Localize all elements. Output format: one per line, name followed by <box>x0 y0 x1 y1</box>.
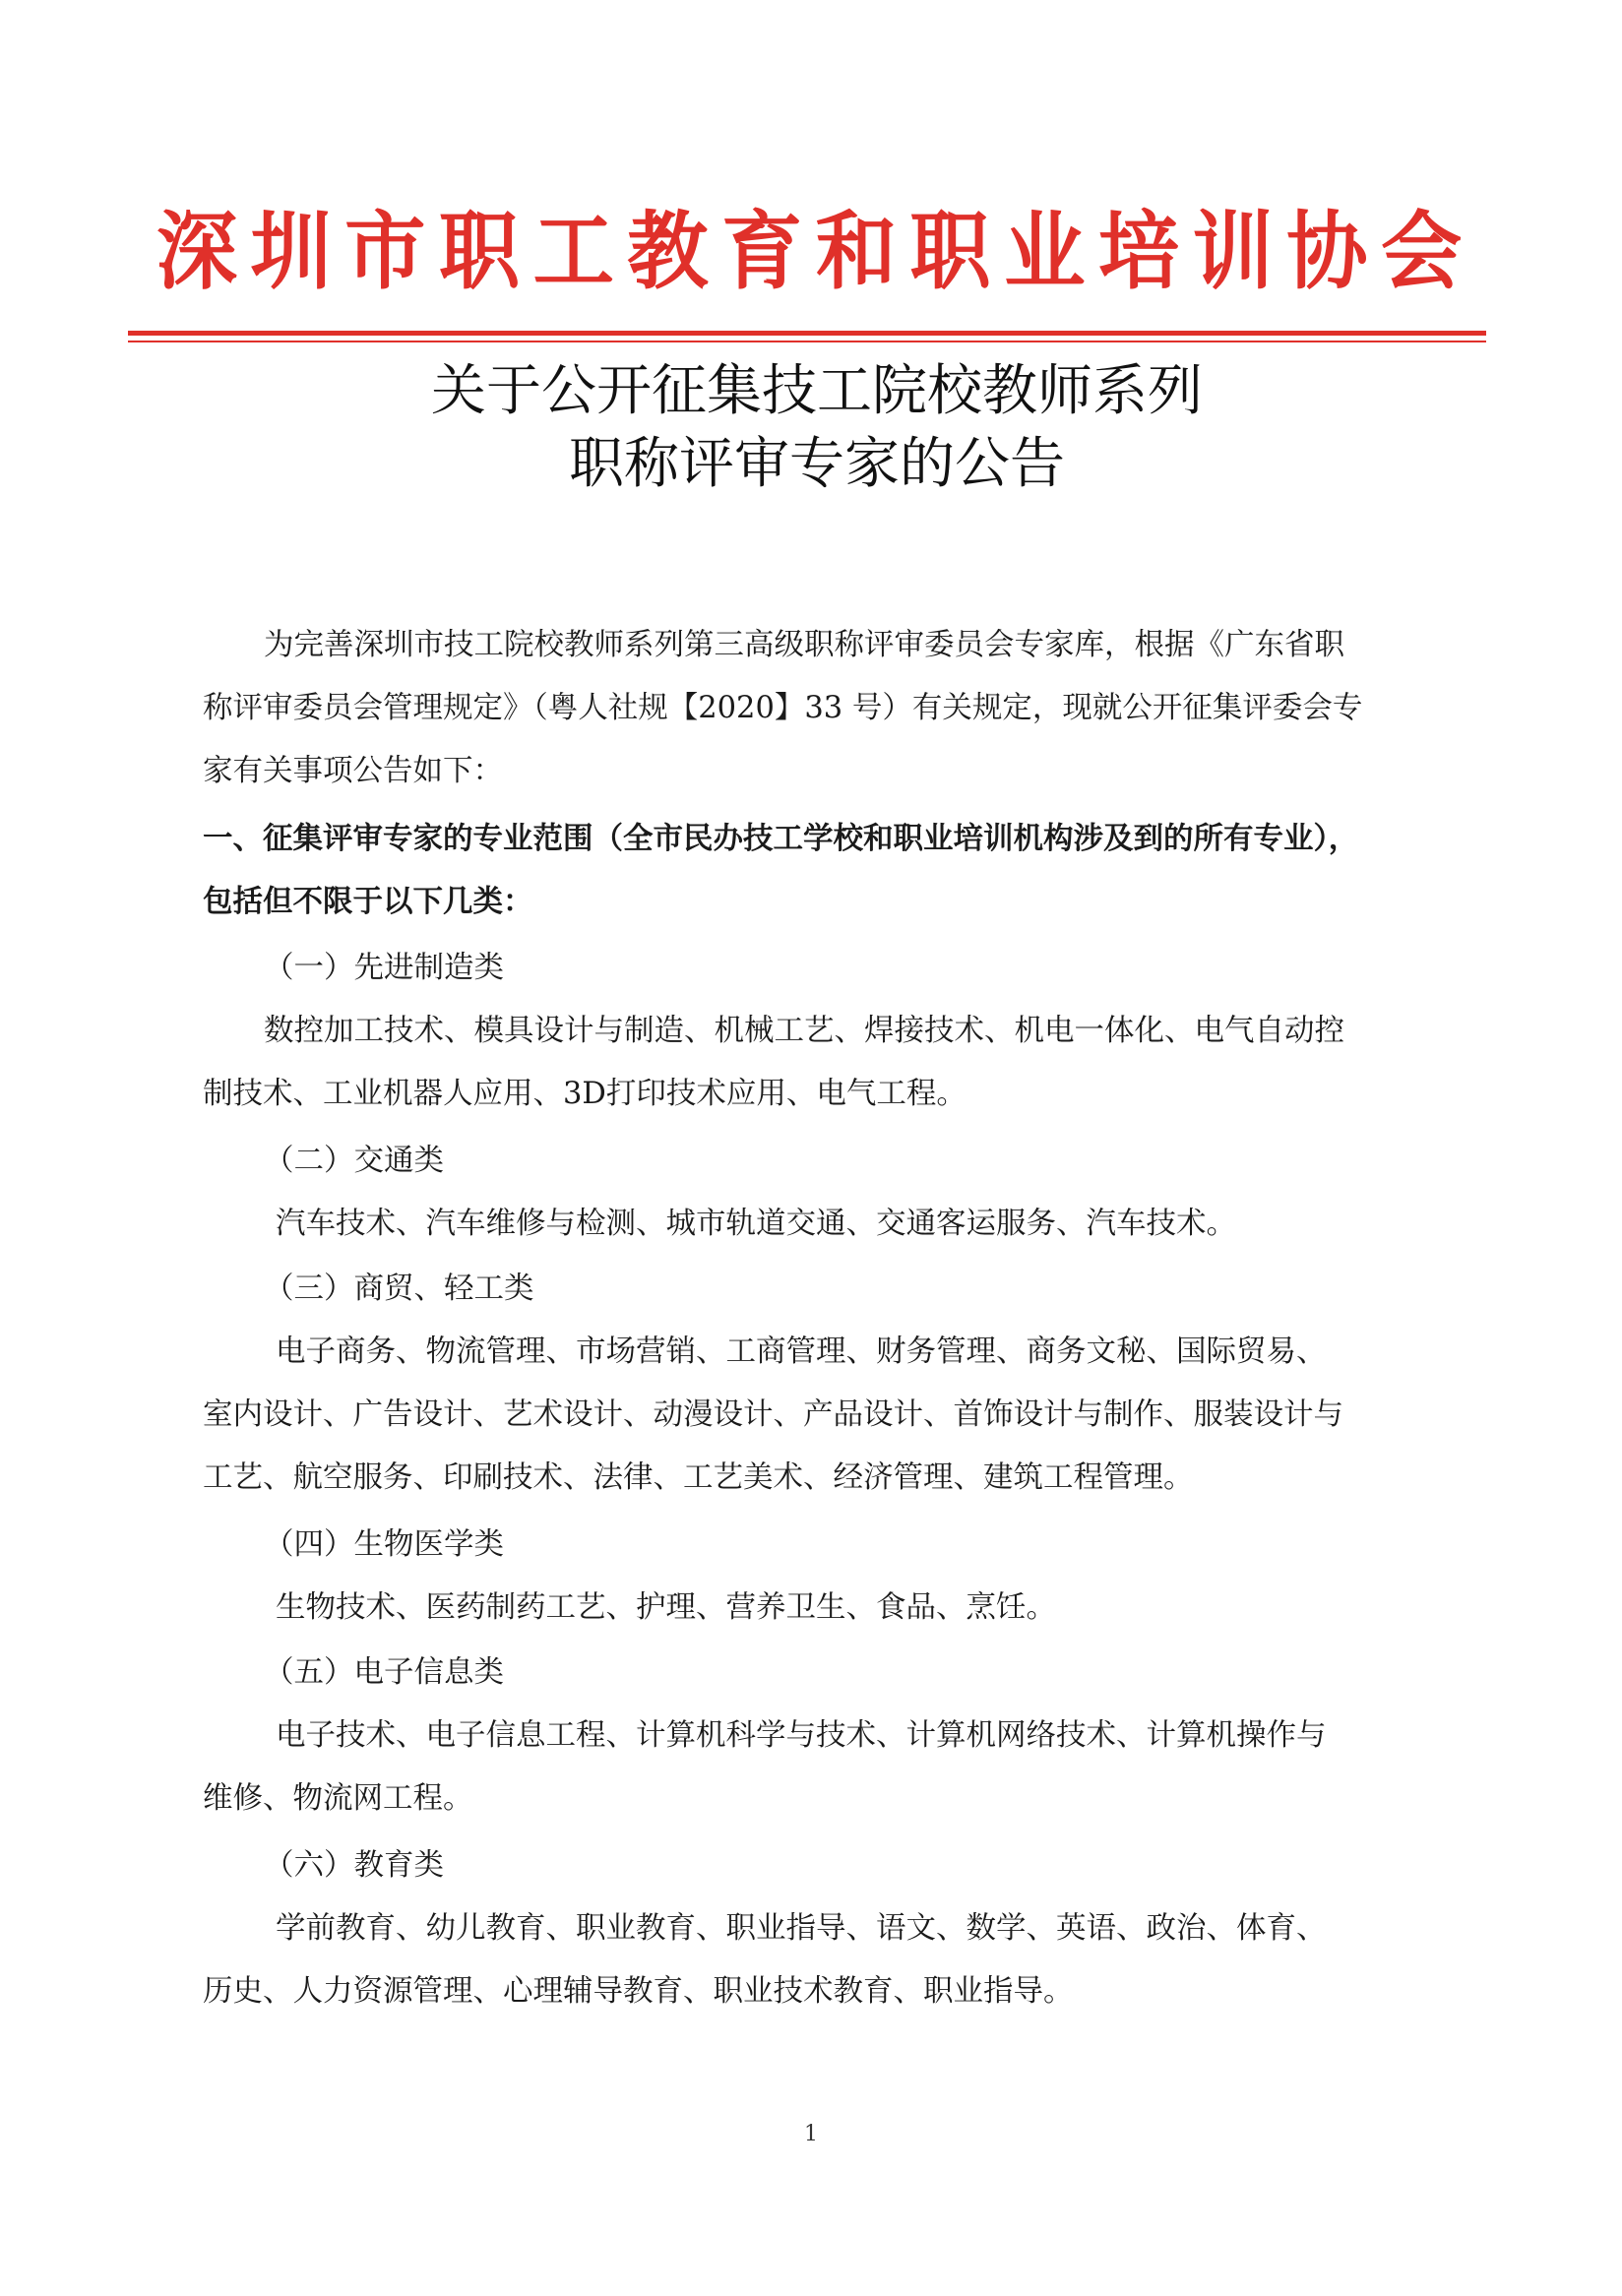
document-title-line-1: 关于公开征集技工院校教师系列 <box>431 359 1203 423</box>
category-line: 历史、人力资源管理、心理辅导教育、职业技术教育、职业指导。 <box>203 1974 1074 2009</box>
category-line: 生物技术、医药制药工艺、护理、营养卫生、食品、烹饪。 <box>276 1590 1056 1625</box>
page-number: 1 <box>804 2122 818 2146</box>
category-line: 学前教育、幼儿教育、职业教育、职业指导、语文、数学、英语、政治、体育、 <box>276 1911 1327 1946</box>
intro-line-2: 称评审委员会管理规定》（粤人社规【2020】33 号）有关规定，现就公开征集评委会专 <box>203 691 1363 725</box>
category-label: （二）交通类 <box>264 1144 444 1178</box>
category-line: 汽车技术、汽车维修与检测、城市轨道交通、交通客运服务、汽车技术。 <box>276 1207 1236 1241</box>
category-label: （四）生物医学类 <box>264 1527 504 1562</box>
category-label: （三）商贸、轻工类 <box>264 1272 534 1306</box>
letterhead-divider-thick <box>128 331 1486 336</box>
category-label: （六）教育类 <box>264 1848 444 1883</box>
section-1-heading-line-1: 一、征集评审专家的专业范围（全市民办技工学校和职业培训机构涉及到的所有专业）， <box>203 821 1359 856</box>
section-1-heading-line-2: 包括但不限于以下几类： <box>203 884 533 919</box>
category-line: 电子商务、物流管理、市场营销、工商管理、财务管理、商务文秘、国际贸易、 <box>276 1334 1327 1369</box>
category-line: 数控加工技术、模具设计与制造、机械工艺、焊接技术、机电一体化、电气自动控 <box>264 1014 1344 1048</box>
category-line: 维修、物流网工程。 <box>203 1781 473 1816</box>
category-line: 室内设计、广告设计、艺术设计、动漫设计、产品设计、首饰设计与制作、服装设计与 <box>203 1397 1343 1432</box>
category-line: 工艺、航空服务、印刷技术、法律、工艺美术、经济管理、建筑工程管理。 <box>203 1460 1194 1495</box>
organization-letterhead: 深圳市职工教育和职业培训协会 <box>156 202 1475 301</box>
category-label: （一）先进制造类 <box>264 951 504 985</box>
intro-line-3: 家有关事项公告如下： <box>203 754 503 788</box>
category-line: 电子技术、电子信息工程、计算机科学与技术、计算机网络技术、计算机操作与 <box>276 1718 1327 1753</box>
document-title-line-2: 职称评审专家的公告 <box>569 432 1065 496</box>
letterhead-divider-thin <box>128 341 1486 342</box>
category-label: （五）电子信息类 <box>264 1655 504 1690</box>
category-line: 制技术、工业机器人应用、3D打印技术应用、电气工程。 <box>203 1077 967 1111</box>
intro-line-1: 为完善深圳市技工院校教师系列第三高级职称评审委员会专家库，根据《广东省职 <box>264 628 1344 662</box>
